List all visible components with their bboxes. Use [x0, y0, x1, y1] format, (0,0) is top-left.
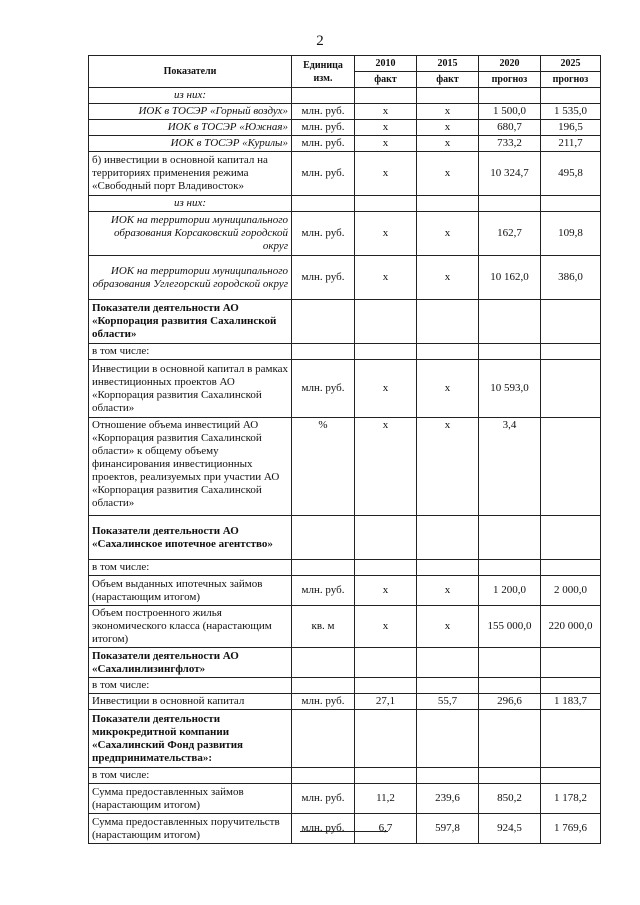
row-unit: млн. руб. — [292, 120, 355, 136]
row-value: 27,1 — [355, 694, 417, 710]
row-value: 1 200,0 — [479, 576, 541, 606]
row-value — [541, 768, 601, 784]
row-value: 10 162,0 — [479, 256, 541, 300]
row-value: х — [417, 360, 479, 418]
row-value — [417, 710, 479, 768]
row-value: х — [417, 418, 479, 516]
row-unit: млн. руб. — [292, 694, 355, 710]
row-value: 155 000,0 — [479, 606, 541, 648]
row-value: 1 500,0 — [479, 104, 541, 120]
table-row — [89, 196, 601, 212]
row-unit — [292, 768, 355, 784]
row-unit: млн. руб. — [292, 212, 355, 256]
row-value — [541, 344, 601, 360]
row-value: 850,2 — [479, 784, 541, 814]
row-value: х — [417, 606, 479, 648]
row-indicator-name: Объем построенного жилья экономического класса (нарастающим итогом) — [89, 606, 292, 648]
header-kind: прогноз — [541, 72, 601, 88]
row-value: х — [355, 152, 417, 196]
row-indicator-name: Сумма предоставленных поручительств (нарастающим итогом) — [89, 814, 292, 844]
table-row — [89, 606, 601, 648]
row-value — [541, 300, 601, 344]
row-indicator-name: в том числе: — [89, 768, 292, 784]
row-unit: млн. руб. — [292, 360, 355, 418]
row-indicator-name: Показатели деятельности АО «Сахалинлизингфлот» — [89, 648, 292, 678]
row-value: 55,7 — [417, 694, 479, 710]
table-row — [89, 136, 601, 152]
table-row — [89, 648, 601, 678]
row-value: 1 535,0 — [541, 104, 601, 120]
row-value — [417, 648, 479, 678]
row-value: х — [355, 576, 417, 606]
row-value: 1 183,7 — [541, 694, 601, 710]
row-value: 162,7 — [479, 212, 541, 256]
row-unit — [292, 516, 355, 560]
row-value: 924,5 — [479, 814, 541, 844]
table-row — [89, 212, 601, 256]
row-value: х — [417, 120, 479, 136]
row-value — [541, 678, 601, 694]
row-unit — [292, 648, 355, 678]
row-unit — [292, 196, 355, 212]
row-value: х — [355, 418, 417, 516]
row-value — [479, 516, 541, 560]
row-value — [479, 768, 541, 784]
row-unit: млн. руб. — [292, 784, 355, 814]
table-row — [89, 256, 601, 300]
row-unit: млн. руб. — [292, 152, 355, 196]
header-kind: факт — [355, 72, 417, 88]
row-unit: млн. руб. — [292, 104, 355, 120]
row-value: 597,8 — [417, 814, 479, 844]
row-indicator-name: Показатели деятельности микрокредитной компании «Сахалинский Фонд развития предпринимательства»: — [89, 710, 292, 768]
row-value — [355, 648, 417, 678]
row-value — [479, 196, 541, 212]
header-row-years — [89, 56, 601, 72]
row-value — [417, 516, 479, 560]
row-indicator-name: Инвестиции в основной капитал в рамках инвестиционных проектов АО «Корпорация развития Сахалинской области» — [89, 360, 292, 418]
row-value: 733,2 — [479, 136, 541, 152]
row-unit: млн. руб. — [292, 576, 355, 606]
row-value — [417, 88, 479, 104]
row-value: 220 000,0 — [541, 606, 601, 648]
row-unit: млн. руб. — [292, 814, 355, 844]
row-value: 6,7 — [355, 814, 417, 844]
row-value — [355, 678, 417, 694]
row-value: 386,0 — [541, 256, 601, 300]
row-indicator-name: ИОК на территории муниципального образования Корсаковский городской округ — [89, 212, 292, 256]
row-indicator-name: из них: — [89, 88, 292, 104]
row-indicator-name: Инвестиции в основной капитал — [89, 694, 292, 710]
row-indicator-name: ИОК в ТОСЭР «Курилы» — [89, 136, 292, 152]
row-value — [417, 196, 479, 212]
row-value — [355, 88, 417, 104]
row-indicator-name: из них: — [89, 196, 292, 212]
row-indicator-name: ИОК в ТОСЭР «Горный воздух» — [89, 104, 292, 120]
row-indicator-name: в том числе: — [89, 678, 292, 694]
page-number: 2 — [316, 33, 324, 49]
row-indicator-name: ИОК в ТОСЭР «Южная» — [89, 120, 292, 136]
row-value — [417, 768, 479, 784]
row-value: х — [417, 152, 479, 196]
table-row — [89, 104, 601, 120]
table-row — [89, 694, 601, 710]
row-indicator-name: Показатели деятельности АО «Корпорация развития Сахалинской области» — [89, 300, 292, 344]
row-indicator-name: Показатели деятельности АО «Сахалинское ипотечное агентство» — [89, 516, 292, 560]
row-value — [541, 648, 601, 678]
row-value: 11,2 — [355, 784, 417, 814]
row-value — [541, 418, 601, 516]
row-value — [355, 196, 417, 212]
header-year: 2010 — [355, 56, 417, 72]
table-body — [89, 88, 601, 844]
table-row — [89, 152, 601, 196]
row-value — [355, 768, 417, 784]
row-value: 10 593,0 — [479, 360, 541, 418]
table-row — [89, 418, 601, 516]
row-value — [355, 516, 417, 560]
row-value: 296,6 — [479, 694, 541, 710]
table-row — [89, 360, 601, 418]
row-value — [541, 516, 601, 560]
row-value: 3,4 — [479, 418, 541, 516]
row-value: 1 178,2 — [541, 784, 601, 814]
row-indicator-name: б) инвестиции в основной капитал на территориях применения режима «Свободный порт Владивосток» — [89, 152, 292, 196]
row-value: х — [355, 360, 417, 418]
row-unit — [292, 678, 355, 694]
row-value — [479, 678, 541, 694]
row-value — [355, 710, 417, 768]
row-unit: кв. м — [292, 606, 355, 648]
row-value: х — [417, 104, 479, 120]
row-value: 196,5 — [541, 120, 601, 136]
row-value — [479, 300, 541, 344]
row-value — [541, 88, 601, 104]
row-value: 109,8 — [541, 212, 601, 256]
row-value — [541, 560, 601, 576]
header-kind: факт — [417, 72, 479, 88]
row-value — [541, 360, 601, 418]
row-unit — [292, 710, 355, 768]
table-row — [89, 768, 601, 784]
row-value — [479, 560, 541, 576]
row-unit: млн. руб. — [292, 256, 355, 300]
header-year: 2025 — [541, 56, 601, 72]
table-row — [89, 576, 601, 606]
row-unit — [292, 300, 355, 344]
header-year: 2015 — [417, 56, 479, 72]
table-row — [89, 814, 601, 844]
row-indicator-name: Объем выданных ипотечных займов (нарастающим итогом) — [89, 576, 292, 606]
row-value: 495,8 — [541, 152, 601, 196]
row-value — [541, 196, 601, 212]
row-unit: % — [292, 418, 355, 516]
row-value — [417, 678, 479, 694]
row-unit — [292, 344, 355, 360]
row-value — [417, 344, 479, 360]
table-row — [89, 678, 601, 694]
row-value: 1 769,6 — [541, 814, 601, 844]
indicators-table — [88, 55, 601, 844]
row-value — [355, 344, 417, 360]
row-unit — [292, 560, 355, 576]
header-kind: прогноз — [479, 72, 541, 88]
row-value — [541, 710, 601, 768]
table-row — [89, 560, 601, 576]
table-row — [89, 300, 601, 344]
row-indicator-name: в том числе: — [89, 560, 292, 576]
table-row — [89, 88, 601, 104]
table-row — [89, 784, 601, 814]
row-value — [479, 710, 541, 768]
header-indicators: Показатели — [89, 56, 292, 88]
row-value — [479, 344, 541, 360]
row-value — [479, 648, 541, 678]
row-value: 211,7 — [541, 136, 601, 152]
header-year: 2020 — [479, 56, 541, 72]
row-value: х — [355, 606, 417, 648]
row-value: х — [355, 212, 417, 256]
row-value: х — [355, 136, 417, 152]
row-value: 680,7 — [479, 120, 541, 136]
table-row — [89, 344, 601, 360]
row-value: х — [355, 120, 417, 136]
row-value: 10 324,7 — [479, 152, 541, 196]
row-value — [355, 300, 417, 344]
table-row — [89, 120, 601, 136]
row-value — [417, 560, 479, 576]
row-value — [479, 88, 541, 104]
row-value — [355, 560, 417, 576]
row-value: х — [417, 212, 479, 256]
table-row — [89, 710, 601, 768]
row-value: х — [355, 104, 417, 120]
row-indicator-name: ИОК на территории муниципального образования Углегорский городской округ — [89, 256, 292, 300]
row-value: 2 000,0 — [541, 576, 601, 606]
row-value: х — [417, 136, 479, 152]
header-unit: Единица изм. — [292, 56, 355, 88]
row-indicator-name: Отношение объема инвестиций АО «Корпорация развития Сахалинской области» к общему объему финансирования инвестиционных проектов, реализуемых при участии АО «Корпорация развития Сахалинской области» — [89, 418, 292, 516]
row-value: х — [417, 256, 479, 300]
row-value: х — [355, 256, 417, 300]
row-value: х — [417, 576, 479, 606]
row-indicator-name: Сумма предоставленных займов (нарастающим итогом) — [89, 784, 292, 814]
row-indicator-name: в том числе: — [89, 344, 292, 360]
table-row — [89, 516, 601, 560]
row-value: 239,6 — [417, 784, 479, 814]
row-value — [417, 300, 479, 344]
row-unit: млн. руб. — [292, 136, 355, 152]
footer-rule — [300, 831, 388, 832]
row-unit — [292, 88, 355, 104]
